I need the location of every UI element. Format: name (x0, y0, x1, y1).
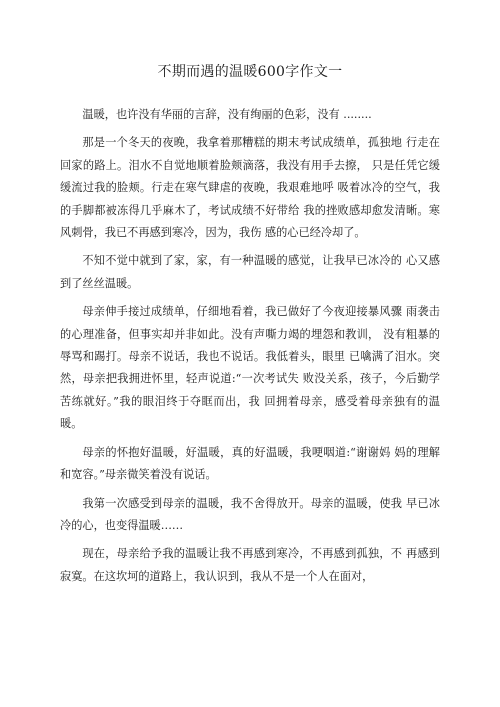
paragraph-6: 我第一次感受到母亲的温暖，我不舍得放开。母亲的温暖，使我 早已冰冷的心，也变得温暖…… (60, 496, 440, 532)
paragraph-2: 那是一个冬天的夜晚，我拿着那糟糕的期末考试成绩单，孤独地 行走在回家的路上。泪水不自觉地顺着脸颊滴落，我没有用手去擦， 只是任凭它缓缓流过我的脸颊。行走在寒气肆虐的夜晚，我艰难地呼 吸着冰冷的空气，我的手脚都被冻得几乎麻木了，考试成绩不好带给 我的挫败感却愈发清晰。寒风刺骨，我已不再感到寒冷，因为，我伤 感的心已经冷却了。 (60, 136, 440, 240)
paragraph-3: 不知不觉中就到了家，家，有一种温暖的感觉，让我早已冰冷的 心又感到了丝丝温暖。 (60, 254, 440, 290)
paragraph-5: 母亲的怀抱好温暖，好温暖，真的好温暖，我哽咽道:“谢谢妈 妈的理解和宽容。”母亲微笑着没有说话。 (60, 445, 440, 482)
paragraph-1: 温暖，也许没有华丽的言辞，没有绚丽的色彩，没有 ........ (82, 108, 372, 121)
paragraph-4: 母亲伸手接过成绩单，仔细地看着，我已做好了今夜迎接暴风骤 雨袭击的心理准备，但事实却并非如此。没有声嘶力竭的埋怨和教训， 没有粗暴的辱骂和踢打。母亲不说话，我也不说话。我低着头，眼里 已噙满了泪水。突然，母亲把我拥进怀里，轻声说道:“一次考试失 败没关系，孩子，今后勤学苦练就好。”我的眼泪终于夺眶而出，我 回拥着母亲，感受着母亲独有的温暖。 (60, 305, 440, 431)
document-title: 不期而遇的温暖600字作文一 (157, 64, 343, 80)
paragraph-7: 现在，母亲给予我的温暖让我不再感到寒冷，不再感到孤独，不 再感到寂寞。在这坎坷的道路上，我认识到，我从不是一个人在面对， (60, 547, 440, 583)
